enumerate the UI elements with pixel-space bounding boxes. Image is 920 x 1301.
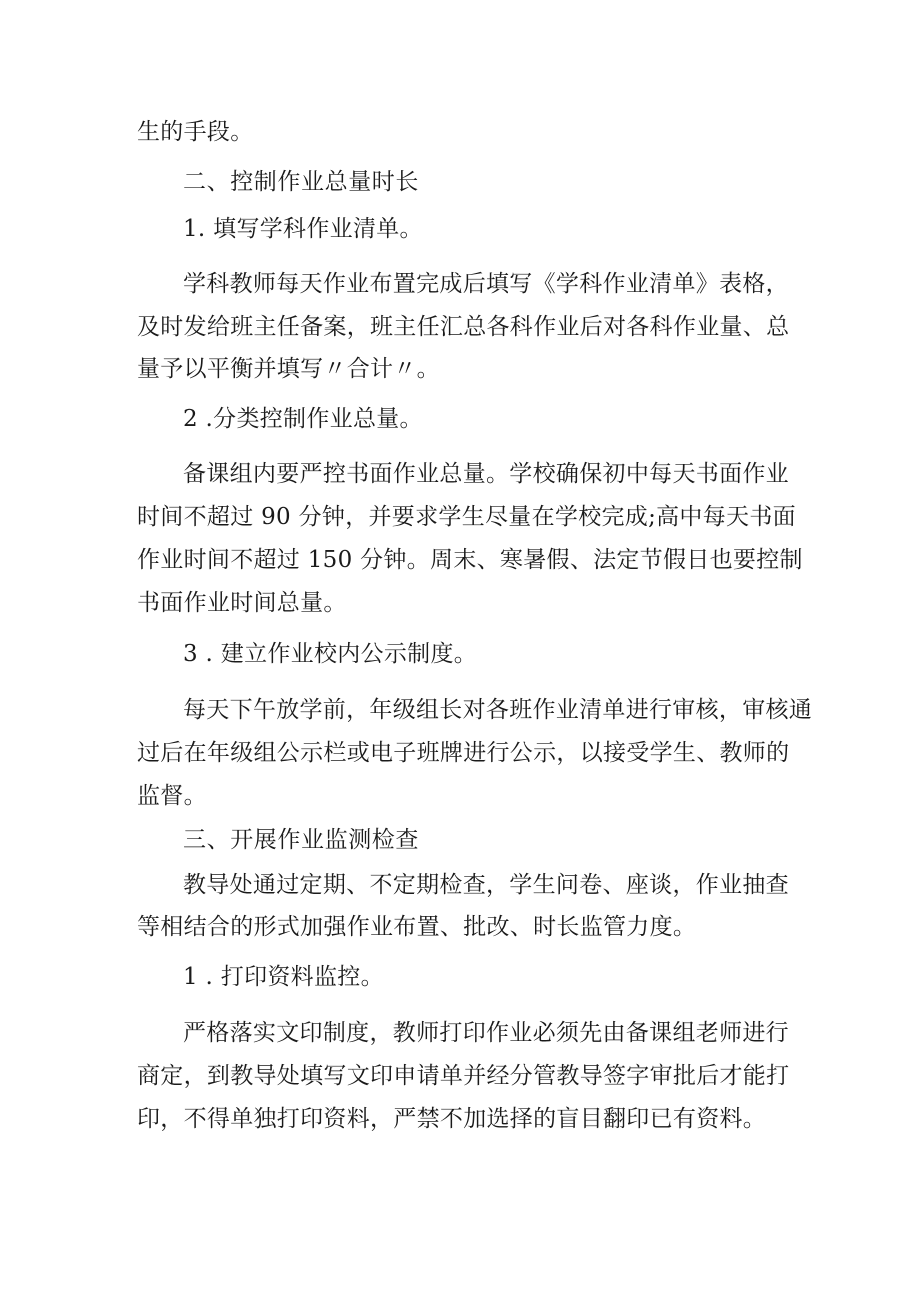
paragraph-line: 严格落实文印制度，教师打印作业必须先由备课组老师进行: [183, 1020, 789, 1046]
paragraph-line: 教导处通过定期、不定期检查，学生问卷、座谈，作业抽查: [183, 872, 789, 898]
subsection-heading: 2 .分类控制作业总量。: [183, 406, 423, 432]
section-heading: 二、控制作业总量时长: [183, 169, 419, 195]
paragraph-line: 作业时间不超过 150 分钟。周末、寒暑假、法定节假日也要控制: [137, 547, 803, 573]
subsection-heading: 1 . 打印资料监控。: [183, 964, 384, 990]
paragraph-line: 生的手段。: [137, 119, 254, 145]
paragraph-line: 监督。: [137, 783, 207, 809]
paragraph-line: 时间不超过 90 分钟，并要求学生尽量在学校完成;高中每天书面: [137, 504, 796, 530]
section-heading: 三、开展作业监测检查: [183, 827, 419, 853]
paragraph-line: 过后在年级组公示栏或电子班牌进行公示，以接受学生、教师的: [137, 740, 790, 766]
paragraph-line: 印，不得单独打印资料，严禁不加选择的盲目翻印已有资料。: [137, 1106, 767, 1132]
paragraph-line: 每天下午放学前，年级组长对各班作业清单进行审核，审核通: [183, 697, 813, 723]
paragraph-line: 量予以平衡并填写〃合计〃。: [137, 356, 440, 382]
paragraph-line: 及时发给班主任备案，班主任汇总各科作业后对各科作业量、总: [137, 314, 790, 340]
subsection-heading: 1. 填写学科作业清单。: [183, 216, 423, 242]
paragraph-line: 学科教师每天作业布置完成后填写《学科作业清单》表格，: [183, 271, 789, 297]
paragraph-line: 等相结合的形式加强作业布置、批改、时长监管力度。: [137, 914, 697, 940]
paragraph-line: 商定，到教导处填写文印申请单并经分管教导签字审批后才能打: [137, 1063, 790, 1089]
paragraph-line: 书面作业时间总量。: [137, 590, 347, 616]
paragraph-line: 备课组内要严控书面作业总量。学校确保初中每天书面作业: [183, 461, 789, 487]
subsection-heading: 3 . 建立作业校内公示制度。: [183, 641, 478, 667]
